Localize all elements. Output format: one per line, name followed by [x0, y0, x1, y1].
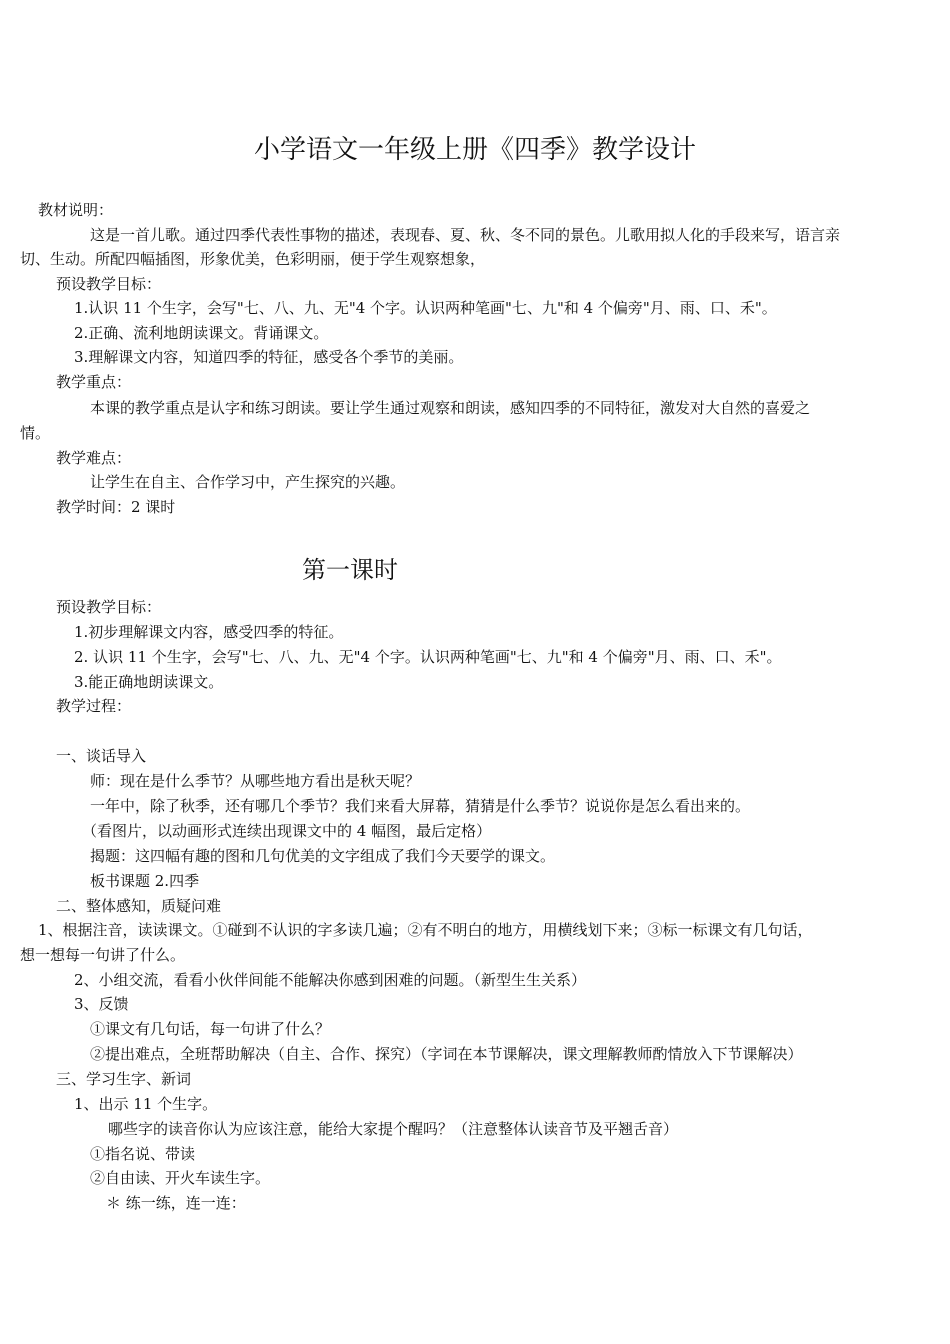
part-2-item-2: 2、小组交流，看看小伙伴间能不能解决你感到困难的问题。（新型生生关系） [74, 971, 587, 989]
part-2-item-3: 3、反馈 [74, 995, 129, 1013]
part-1-line-2: 一年中，除了秋季，还有哪几个季节？我们来看大屏幕，猜猜是什么季节？说说你是怎么看出来的。 [90, 797, 751, 815]
lesson-1-goal-3: 3.能正确地朗读课文。 [74, 673, 224, 691]
part-3-item-1: 1、出示 11 个生字。 [74, 1095, 218, 1113]
teaching-time: 教学时间：2 课时 [56, 498, 176, 516]
part-3-item-1-question: 哪些字的读音你认为应该注意，能给大家提个醒吗？（注意整体认读音节及平翘舌音） [108, 1120, 679, 1138]
practice-label: ＊ 练一练，连一连： [106, 1194, 246, 1212]
key-points-line-1: 本课的教学重点是认字和练习朗读。要让学生通过观察和朗读，感知四季的不同特征，激发对大自然的喜爱之 [90, 399, 811, 417]
part-3-heading: 三、学习生字、新词 [56, 1070, 192, 1088]
difficulty-heading: 教学难点： [56, 449, 132, 467]
intro-heading: 教材说明： [38, 201, 114, 219]
lesson-1-title: 第一课时 [302, 556, 398, 584]
key-points-heading: 教学重点： [56, 373, 132, 391]
key-points-line-2: 情。 [20, 424, 51, 442]
lesson-1-goals-heading: 预设教学目标： [56, 598, 162, 616]
part-3-item-1-sub-2: ②自由读、开火车读生字。 [90, 1169, 271, 1187]
document-title: 小学语文一年级上册《四季》教学设计 [253, 135, 696, 165]
part-1-line-5: 板书课题 2.四季 [90, 872, 200, 890]
part-2-heading: 二、整体感知，质疑问难 [56, 897, 222, 915]
lesson-1-goal-1: 1.初步理解课文内容，感受四季的特征。 [74, 623, 344, 641]
intro-paragraph-line-1: 这是一首儿歌。通过四季代表性事物的描述，表现春、夏、秋、冬不同的景色。儿歌用拟人化的手段来写，语言亲 [90, 226, 841, 244]
part-1-heading: 一、谈话导入 [56, 747, 147, 765]
goal-item-2: 2.正确、流利地朗读课文。背诵课文。 [74, 324, 329, 342]
intro-paragraph-line-2: 切、生动。所配四幅插图，形象优美，色彩明丽，便于学生观察想象， [20, 250, 486, 268]
part-2-item-1-line-2: 想一想每一句讲了什么。 [20, 946, 186, 964]
goals-heading: 预设教学目标： [56, 275, 162, 293]
part-2-item-3-sub-1: ①课文有几句话，每一句讲了什么？ [90, 1020, 331, 1038]
part-1-line-3: （看图片，以动画形式连续出现课文中的 4 幅图，最后定格） [82, 822, 492, 840]
part-3-item-1-sub-1: ①指名说、带读 [90, 1145, 196, 1163]
process-heading: 教学过程： [56, 697, 132, 715]
part-2-item-3-sub-2: ②提出难点，全班帮助解决（自主、合作、探究）（字词在本节课解决，课文理解教师酌情放入下节课解决） [90, 1045, 803, 1063]
part-1-line-1: 师：现在是什么季节？从哪些地方看出是秋天呢？ [90, 772, 421, 790]
part-2-item-1-line-1: 1、根据注音，读读课文。①碰到不认识的字多读几遍；②有不明白的地方，用横线划下来；③标一标课文有几句话， [38, 921, 813, 939]
goal-item-1: 1.认识 11 个生字，会写"七、八、九、无"4 个字。认识两种笔画"七、九"和 4 个偏旁"月、雨、口、禾"。 [74, 299, 777, 317]
goal-item-3: 3.理解课文内容，知道四季的特征，感受各个季节的美丽。 [74, 348, 464, 366]
lesson-1-goal-2: 2. 认识 11 个生字，会写"七、八、九、无"4 个字。认识两种笔画"七、九"和 4 个偏旁"月、雨、口、禾"。 [74, 648, 782, 666]
difficulty-text: 让学生在自主、合作学习中，产生探究的兴趣。 [90, 473, 406, 491]
part-1-line-4: 揭题：这四幅有趣的图和几句优美的文字组成了我们今天要学的课文。 [90, 847, 556, 865]
